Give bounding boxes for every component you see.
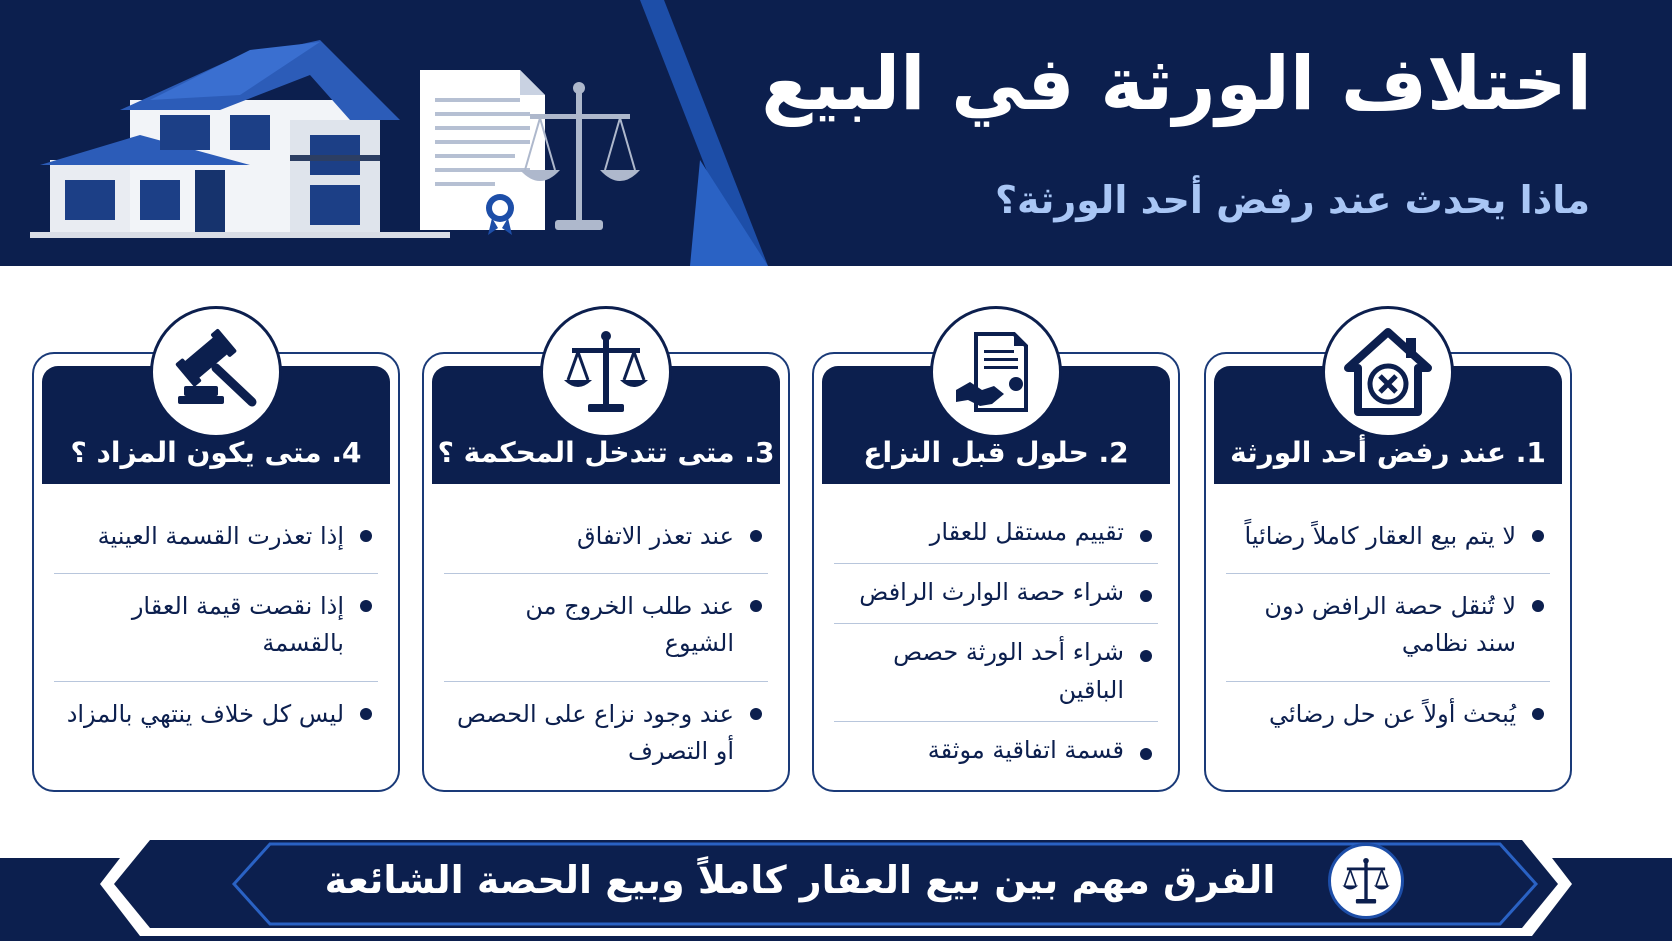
document-handshake-icon [930, 306, 1062, 438]
list-item: عند طلب الخروج من الشيوع [444, 574, 768, 681]
card-title: 1. عند رفض أحد الورثة [1230, 436, 1546, 470]
list-item: شراء حصة الوارث الرافض [834, 564, 1158, 624]
house-x-icon [1322, 306, 1454, 438]
list-item: ليس كل خلاف ينتهي بالمزاد [54, 682, 378, 751]
list-item: قسمة اتفاقية موثقة [834, 722, 1158, 781]
card-court [422, 352, 790, 792]
page-subtitle: ماذا يحدث عند رفض أحد الورثة؟ [995, 178, 1590, 222]
card-list [54, 504, 378, 751]
list-item: إذا نقصت قيمة العقار بالقسمة [54, 574, 378, 681]
card-header [432, 366, 780, 484]
footer-text: الفرق مهم بين بيع العقار كاملاً وبيع الحصة الشائعة [324, 858, 1276, 902]
card-title: 2. حلول قبل النزاع [863, 436, 1129, 470]
card-header [42, 366, 390, 484]
list-item: شراء أحد الورثة حصص الباقين [834, 624, 1158, 721]
list-item: لا يتم بيع العقار كاملاً رضائياً [1226, 504, 1550, 574]
card-list [1226, 504, 1550, 751]
card-title: 4. متى يكون المزاد ؟ [70, 436, 362, 470]
list-item: يُبحث أولاً عن حل رضائي [1226, 682, 1550, 751]
header [0, 0, 1672, 266]
list-item: عند وجود نزاع على الحصص أو التصرف [444, 682, 768, 788]
house-document-scales-illustration [20, 20, 680, 250]
page-title: اختلاف الورثة في البيع [761, 41, 1592, 127]
list-item: إذا تعذرت القسمة العينية [54, 504, 378, 574]
list-item: لا تُنقل حصة الرافض دون سند نظامي [1226, 574, 1550, 681]
card-refusal [1204, 352, 1572, 792]
scales-icon [1328, 843, 1404, 919]
card-list [444, 504, 768, 788]
card-header [822, 366, 1170, 484]
card-title: 3. متى تتدخل المحكمة ؟ [437, 436, 775, 470]
card-solutions [812, 352, 1180, 792]
card-list [834, 504, 1158, 781]
list-item: تقييم مستقل للعقار [834, 504, 1158, 564]
list-item: عند تعذر الاتفاق [444, 504, 768, 574]
gavel-icon [150, 306, 282, 438]
card-header [1214, 366, 1562, 484]
scales-icon [540, 306, 672, 438]
card-auction [32, 352, 400, 792]
